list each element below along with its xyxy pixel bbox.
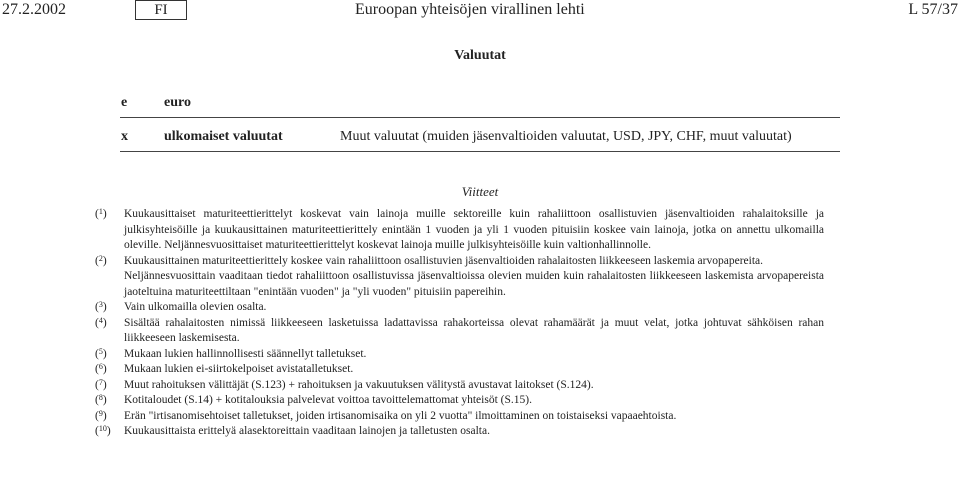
references-title: Viitteet (461, 184, 499, 199)
section-title: Valuutat (454, 48, 506, 63)
footnote-text: Kotitaloudet (S.14) + kotitalouksia palvelevat voittoa tavoittelemattomat yhteisöt (S.15). (124, 394, 532, 406)
footnote-text: Neljännesvuosittain vaaditaan tiedot rahaliittoon osallistuvissa jäsenvaltioissa olevien muiden kuin rahalaitosten liikkeeseen laskemista arvopapereista jaoteltuina maturiteettiltaan "enintään vuoden" ja "yli vuoden" pituisiin papereihin. (124, 270, 824, 298)
footnote-text: Erän "irtisanomisehtoiset talletukset, joiden irtisanomisaika on yli 2 vuotta" ilmoittaminen on toistaiseksi vapaaehtoista. (124, 409, 677, 422)
footnote-text: Muut rahoituksen välittäjät (S.123) + rahoituksen ja vakuutuksen välitystä avustavat laitokset (S.124). (124, 378, 594, 391)
footnote-text: Kuukausittaista erittelyä alasektoreittain vaaditaan lainojen ja talletusten osalta. (124, 425, 490, 437)
code-name: euro (164, 95, 191, 110)
footnote (0, 393, 824, 409)
code-description: Muut valuutat (muiden jäsenvaltioiden valuutat, USD, JPY, CHF, muut valuutat) (340, 129, 792, 144)
code-letter: e (121, 95, 128, 110)
footnote-text: Sisältää rahalaitosten nimissä liikkeeseen lasketuissa ladattavissa rahakorteissa olevat rahamäärät ja muut velat, jotka johtuvat sähköisen rahan liikkeeseen laskemisesta. (124, 316, 824, 344)
footnote (0, 362, 824, 378)
divider-line (120, 151, 840, 152)
footnote-number: ($^2$) (95, 253, 107, 267)
footnote (0, 424, 824, 440)
footnote-text: Mukaan lukien ei-siirtokelpoiset avistatalletukset. (124, 363, 354, 375)
footnote-number: ($^9$) (95, 408, 107, 422)
code-letter: x (121, 129, 128, 144)
footnote (0, 347, 824, 363)
footnote-number: ($^4$) (95, 315, 107, 329)
footnote-text: Vain ulkomailla olevien osalta. (124, 301, 267, 313)
footnotes (0, 207, 960, 440)
footnote-text: Kuukausittainen maturiteettierittely koskee vain rahaliittoon osallistuvien jäsenvaltioiden rahalaitosten liikkeeseen laskemia arvopapereita. (124, 254, 763, 267)
footnote-number: ($^1$) (95, 207, 107, 220)
footnote (0, 316, 824, 347)
page-number: L 57/37 (908, 1, 958, 18)
footnote-number: ($^3$) (95, 300, 107, 313)
footnote (0, 254, 824, 270)
footnote-text: Kuukausittaiset maturiteettierittelyt koskevat vain lainoja muille sektoreille kuin rahaliittoon osallistuvien jäsenvaltioiden rahalaitoksille ja julkisyhteisöille ja kuukausittainen maturiteettierittely enintään 1 vuoden ja yli 1 vuoden pituisiin koskee vain lainoja, jotka on annettu ulkomailla oleville. Neljännesvuosittaiset maturiteettierittelyt koskevat lainoja muille julkisyhteisöille kuin valtionhallinnolle. (124, 208, 824, 251)
footnote (0, 207, 824, 254)
footnote (0, 409, 824, 425)
header-language-box: FI (135, 0, 187, 20)
footnote-text: Mukaan lukien hallinnollisesti säännellyt talletukset. (124, 347, 367, 360)
code-name: ulkomaiset valuutat (164, 129, 283, 144)
journal-title: Euroopan yhteisöjen virallinen lehti (355, 1, 585, 18)
footnote (0, 300, 824, 316)
footnote-number: ($^7$) (95, 377, 107, 391)
footnote (0, 378, 824, 394)
footnote-number: ($^5$) (95, 346, 107, 360)
footnote-number: ($^6$) (95, 362, 107, 375)
divider-line (120, 117, 840, 118)
footnote-number: ($^8$) (95, 393, 107, 406)
header-date: 27.2.2002 (2, 1, 66, 18)
footnote-number: ($^{10}$) (95, 424, 111, 437)
